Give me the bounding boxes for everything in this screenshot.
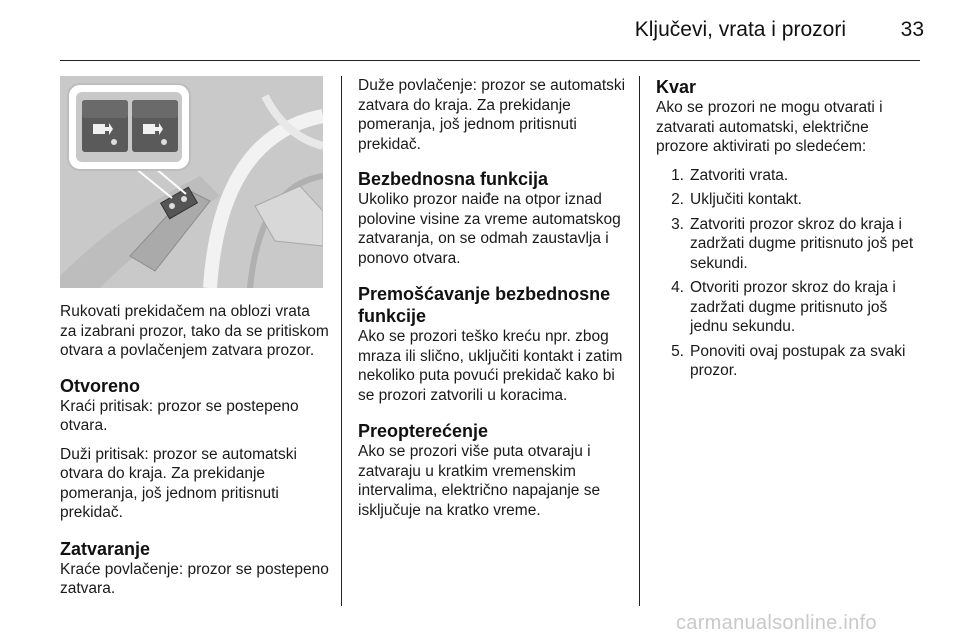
column-divider: [341, 76, 342, 606]
section-heading: Zatvaranje: [60, 538, 151, 559]
section-premoscavanje: [358, 283, 628, 405]
page-number: 33: [900, 18, 924, 41]
section-bezbednosna-funkcija: [358, 168, 628, 268]
section-zatvaranje: [60, 538, 330, 599]
step-text: Otvoriti prozor skroz do kraja i zadržati dugme pritisnuto još jednu sekundu.: [690, 279, 896, 335]
paragraph: Duži pritisak: prozor se automatski otvara do kraja. Za prekidanje pomeranja, još jednom pritisnuti prekidač.: [60, 445, 297, 521]
list-item: [656, 166, 918, 186]
step-text: Uključiti kontakt.: [690, 191, 802, 208]
step-text: Ponoviti ovaj postupak za svaki prozor.: [690, 342, 906, 379]
intro-paragraph: Ako se prozori ne mogu otvarati i zatvarati automatski, električne prozore aktivirati po sledećem:: [656, 99, 883, 155]
section-heading: Kvar: [656, 77, 697, 97]
step-number: 3.: [671, 215, 684, 233]
step-text: Zatvoriti prozor skroz do kraja i zadržati dugme pritisnuto još pet sekundi.: [690, 215, 914, 272]
intro-paragraph: Duže povlačenje: prozor se automatski zatvara do kraja. Za prekidanje pomeranja, još jednom pritisnuti prekidač.: [358, 77, 626, 153]
step-number: 5.: [671, 342, 684, 360]
paragraph: Ukoliko prozor naiđe na otpor iznad polovine visine za vreme automatskog zatvaranja, on se odmah zaustavlja i ponovo otvara.: [358, 191, 621, 267]
step-number: 1.: [671, 166, 684, 184]
watermark: carmanualsonline.info: [676, 612, 877, 634]
paragraph: Ako se prozori više puta otvaraju i zatvaraju u kratkim vremenskim intervalima, električno napajanje se isključuje na kratko vreme.: [358, 443, 601, 519]
list-item: [656, 215, 918, 274]
paragraph: Ako se prozori teško kreću npr. zbog mraza ili slično, uključiti kontakt i zatim nekoliko puta povući prekidač kako bi se prozori zatvorili u koracima.: [358, 328, 623, 404]
header-rule: [60, 60, 920, 61]
section-heading: Bezbednosna funkcija: [358, 169, 549, 189]
list-item: [656, 278, 918, 337]
left-column: [60, 302, 330, 614]
list-item: [656, 190, 918, 210]
middle-column: [358, 76, 628, 535]
step-text: Zatvoriti vrata.: [690, 166, 789, 184]
step-number: 2.: [671, 191, 684, 208]
intro-paragraph: Rukovati prekidačem na oblozi vrata za izabrani prozor, tako da se pritiskom otvara a povlačenjem zatvara prozor.: [60, 303, 329, 359]
steps-list: [656, 166, 918, 381]
step-number: 4.: [671, 279, 684, 296]
column-divider: [639, 76, 640, 606]
right-column: [656, 76, 918, 386]
paragraph: Kraće povlačenje: prozor se postepeno zatvara.: [60, 560, 329, 597]
power-window-switch-illustration: [60, 76, 323, 288]
paragraph: Kraći pritisak: prozor se postepeno otvara.: [60, 397, 299, 434]
section-heading: Otvoreno: [60, 375, 141, 396]
section-otvoreno: [60, 375, 330, 523]
page-header-title: Ključevi, vrata i prozori: [634, 18, 846, 41]
section-heading: Preopterećenje: [358, 421, 489, 441]
list-item: [656, 342, 918, 381]
section-heading: Premošćavanje bezbednosne funkcije: [358, 284, 611, 326]
section-preopterecenje: [358, 420, 628, 520]
